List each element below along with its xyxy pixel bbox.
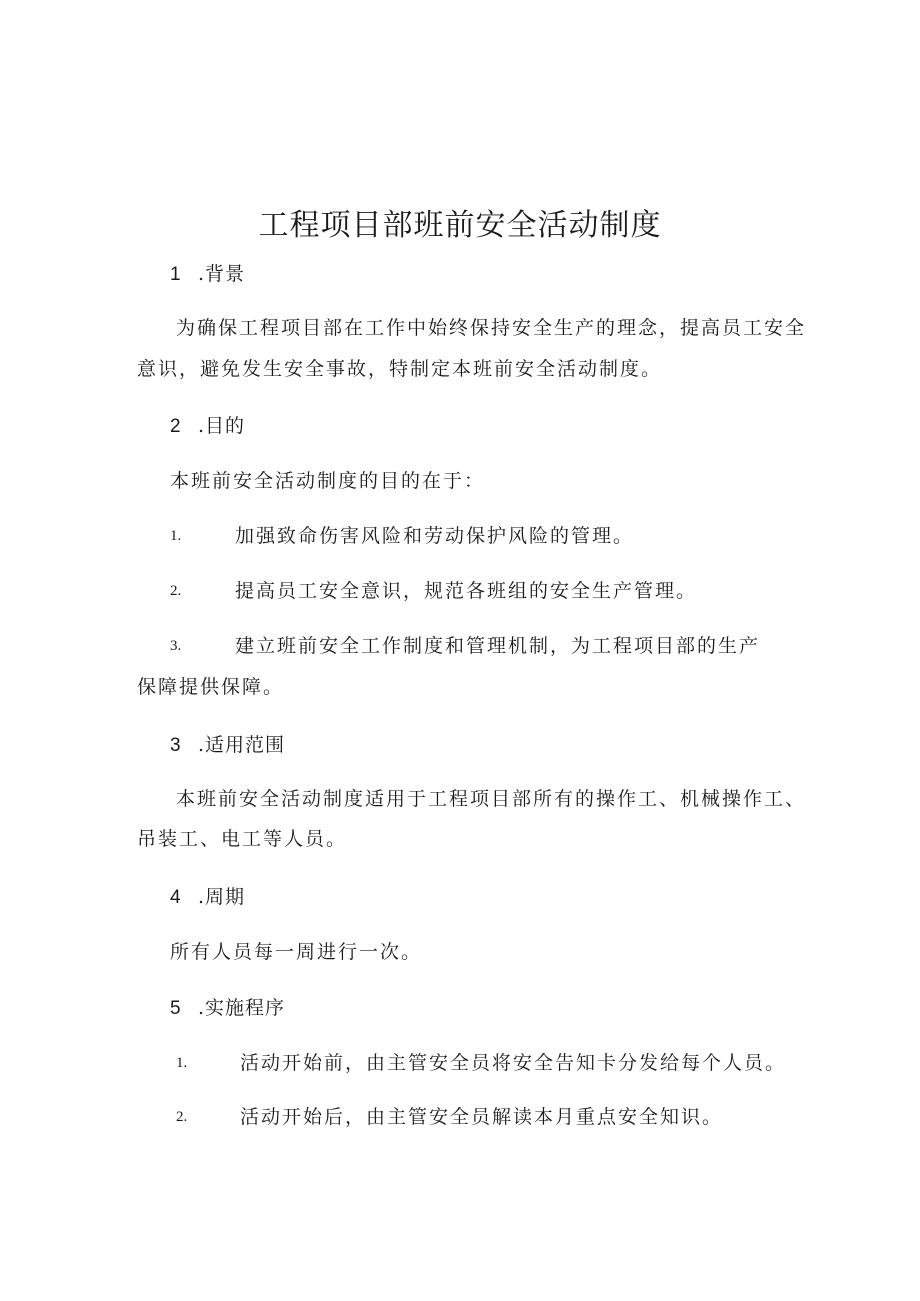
section-number: 5 bbox=[170, 998, 181, 1019]
list-item-text: 加强致命伤害风险和劳动保护风险的管理。 bbox=[235, 525, 635, 547]
paragraph-line: 本班前安全活动制度适用于工程项目部所有的操作工、机械操作工、 bbox=[176, 788, 807, 810]
list-item-number: 3. bbox=[170, 638, 182, 654]
section-title: .实施程序 bbox=[198, 997, 286, 1019]
list-item-text: 活动开始前，由主管安全员将安全告知卡分发给每个人员。 bbox=[240, 1052, 787, 1074]
section-heading bbox=[170, 260, 245, 289]
section-heading bbox=[170, 731, 285, 760]
paragraph-line: 吊装工、电工等人员。 bbox=[137, 828, 348, 850]
paragraph-line: 为确保工程项目部在工作中始终保持安全生产的理念，提高员工安全 bbox=[176, 317, 807, 339]
paragraph-line: 意识，避免发生安全事故，特制定本班前安全活动制度。 bbox=[137, 358, 663, 380]
section-heading bbox=[170, 883, 245, 912]
list-item-text: 提高员工安全意识，规范各班组的安全生产管理。 bbox=[235, 580, 698, 602]
list-item-text: 活动开始后，由主管安全员解读本月重点安全知识。 bbox=[240, 1106, 724, 1128]
section-heading bbox=[170, 412, 245, 441]
section-number: 1 bbox=[170, 264, 181, 285]
section-heading bbox=[170, 994, 285, 1023]
section-title: .背景 bbox=[198, 263, 246, 285]
section-title: .适用范围 bbox=[198, 734, 286, 756]
paragraph-line: 本班前安全活动制度的目的在于： bbox=[170, 470, 486, 492]
list-item-number: 1. bbox=[176, 1055, 188, 1071]
section-number: 2 bbox=[170, 416, 181, 437]
list-item-number: 2. bbox=[170, 583, 182, 599]
section-number: 3 bbox=[170, 735, 181, 756]
list-item-number: 1. bbox=[170, 528, 182, 544]
section-title: .目的 bbox=[198, 415, 246, 437]
section-title: .周期 bbox=[198, 886, 246, 908]
list-item-text: 建立班前安全工作制度和管理机制，为工程项目部的生产 bbox=[235, 635, 761, 657]
list-item-number: 2. bbox=[176, 1109, 188, 1125]
list-item-continuation: 保障提供保障。 bbox=[137, 676, 285, 698]
section-number: 4 bbox=[170, 887, 181, 908]
paragraph-line: 所有人员每一周进行一次。 bbox=[170, 941, 423, 963]
document-title: 工程项目部班前安全活动制度 bbox=[258, 208, 662, 243]
